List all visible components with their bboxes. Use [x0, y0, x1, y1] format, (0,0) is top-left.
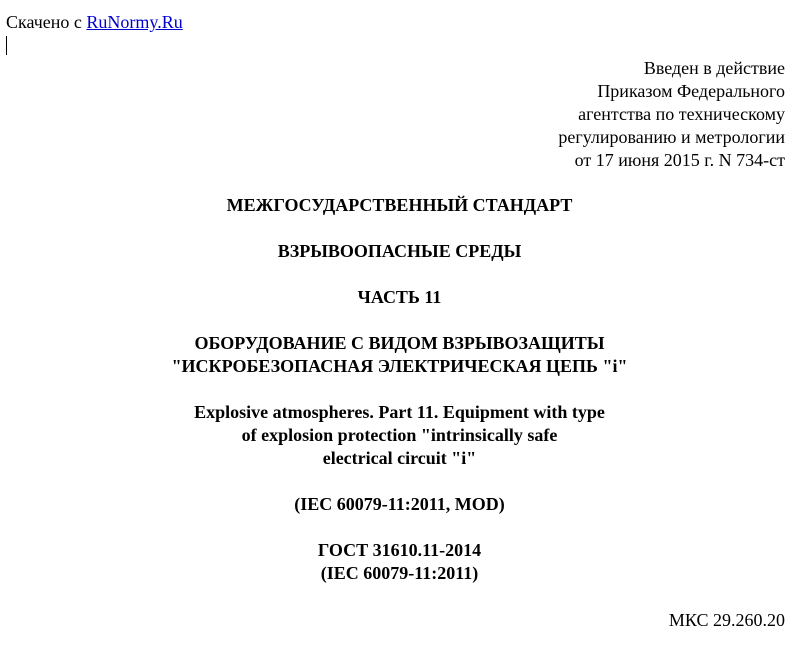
title-ru-equipment [0, 332, 799, 378]
approval-line: от 17 июня 2015 г. N 734-ст [574, 150, 785, 170]
title-ru-line4: "ИСКРОБЕЗОПАСНАЯ ЭЛЕКТРИЧЕСКАЯ ЦЕПЬ "i" [171, 356, 628, 376]
source-link[interactable]: RuNormy.Ru [86, 12, 183, 32]
title-ru-line1 [0, 240, 799, 263]
source-prefix: Скачено с [6, 12, 87, 32]
gost-number: ГОСТ 31610.11-2014 [317, 540, 482, 560]
mks-code: МКС 29.260.20 [668, 610, 785, 630]
gost-iec: (IEC 60079-11:2011) [320, 563, 479, 583]
approval-line: регулированию и метрологии [558, 127, 785, 147]
iec-mod [0, 493, 799, 516]
standard-type [0, 194, 799, 217]
approval-line: Введен в действие [643, 58, 785, 78]
approval-line: агентства по техническому [578, 104, 785, 124]
part-number-text: ЧАСТЬ 11 [357, 287, 442, 307]
title-en [0, 401, 799, 470]
part-number [0, 286, 799, 309]
standard-type-text: МЕЖГОСУДАРСТВЕННЫЙ СТАНДАРТ [226, 195, 573, 215]
source-line [6, 11, 183, 34]
title-ru-text: ВЗРЫВООПАСНЫЕ СРЕДЫ [277, 241, 522, 261]
gost-block [0, 539, 799, 585]
iec-mod-text: (IEC 60079-11:2011, MOD) [294, 494, 505, 514]
title-en-line1: Explosive atmospheres. Part 11. Equipment with type [194, 402, 605, 422]
approval-block [558, 57, 785, 172]
title-ru-line3: ОБОРУДОВАНИЕ С ВИДОМ ВЗРЫВОЗАЩИТЫ [194, 333, 605, 353]
approval-line: Приказом Федерального [597, 81, 785, 101]
text-cursor [6, 36, 7, 55]
title-en-line3: electrical circuit "i" [322, 448, 477, 468]
title-en-line2: of explosion protection "intrinsically safe [241, 425, 558, 445]
